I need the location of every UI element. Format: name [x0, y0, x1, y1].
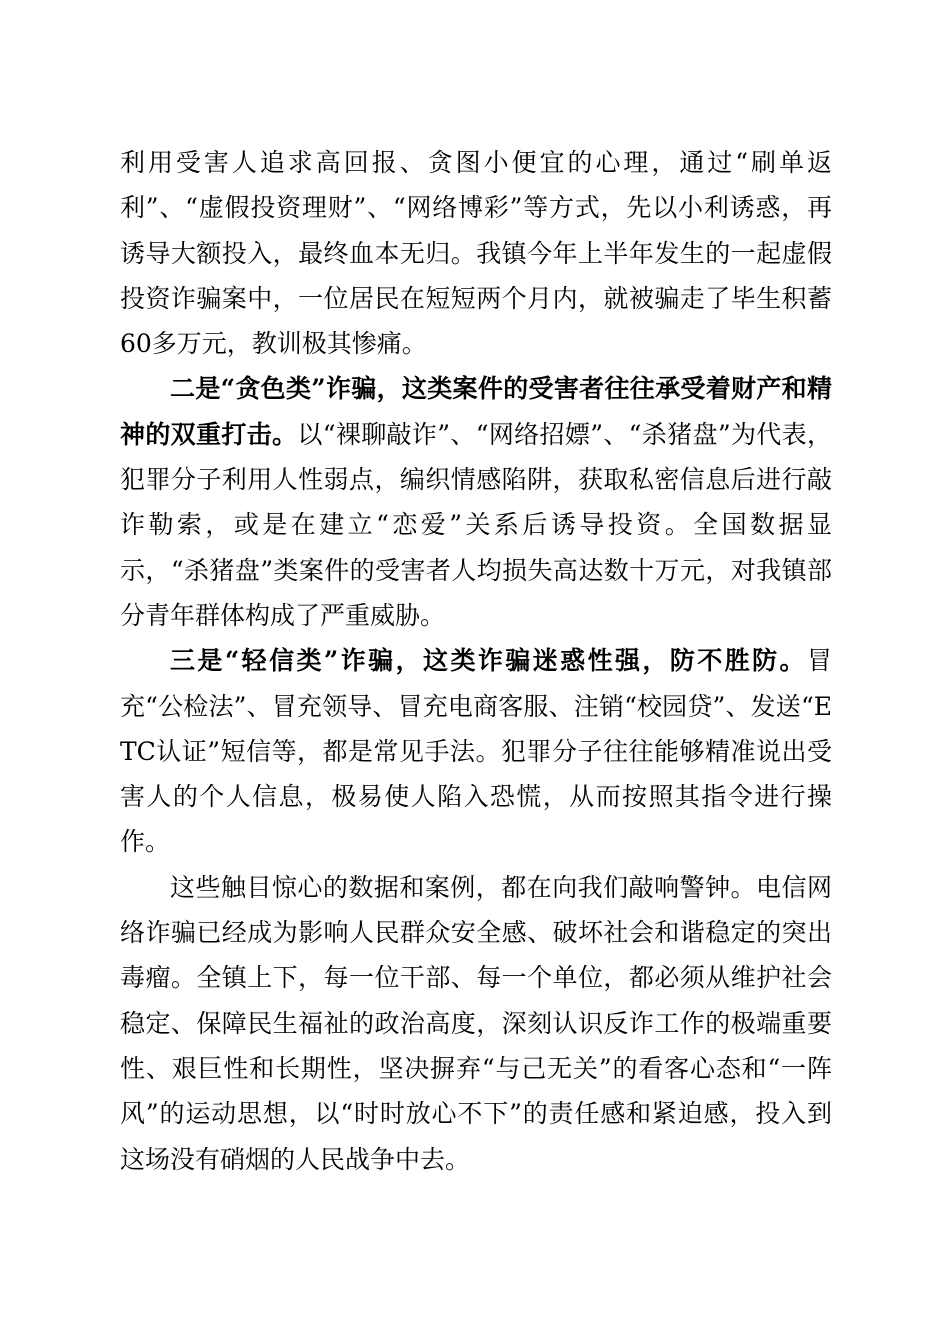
- paragraph-lead-bold: 二是“贪色类”诈骗，这类案件的受害者往往承受着财产和精神的双重打击。: [120, 374, 832, 449]
- paragraph-lead-bold: 三是“轻信类”诈骗，这类诈骗迷惑性强，防不胜防。: [170, 646, 807, 676]
- paragraph-body: 利用受害人追求高回报、贪图小便宜的心理，通过“刷单返利”、“虚假投资理财”、“网络博彩”等方式，先以小利诱惑，再诱导大额投入，最终血本无归。我镇今年上半年发生的一起虚假投资诈骗案中，一位居民在短短两个月内，就被骗走了毕生积蓄60多万元，教训极其惨痛。: [120, 148, 832, 359]
- document-page: [120, 140, 832, 1182]
- paragraph-body: 这些触目惊心的数据和案例，都在向我们敲响警钟。电信网络诈骗已经成为影响人民群众安全感、破坏社会和谐稳定的突出毒瘤。全镇上下，每一位干部、每一个单位，都必须从维护社会稳定、保障民生福祉的政治高度，深刻认识反诈工作的极端重要性、艰巨性和长期性，坚决摒弃“与己无关”的看客心态和“一阵风”的运动思想，以“时时放心不下”的责任感和紧迫感，投入到这场没有硝烟的人民战争中去。: [120, 872, 832, 1174]
- paragraph-continuation: [120, 140, 832, 366]
- paragraph-body: 以“裸聊敲诈”、“网络招嫖”、“杀猪盘”为代表，犯罪分子利用人性弱点，编织情感陷阱，获取私密信息后进行敲诈勒索，或是在建立“恋爱”关系后诱导投资。全国数据显示，“杀猪盘”类案件的受害者人均损失高达数十万元，对我镇部分青年群体构成了严重威胁。: [120, 419, 832, 630]
- paragraph-conclusion: [120, 865, 832, 1182]
- paragraph-credulity-fraud: [120, 638, 832, 864]
- paragraph-greed-fraud: [120, 366, 832, 638]
- paragraph-body: 冒充“公检法”、冒充领导、冒充电商客服、注销“校园贷”、发送“ETC认证”短信等，都是常见手法。犯罪分子往往能够精准说出受害人的个人信息，极易使人陷入恐慌，从而按照其指令进行操作。: [120, 646, 832, 857]
